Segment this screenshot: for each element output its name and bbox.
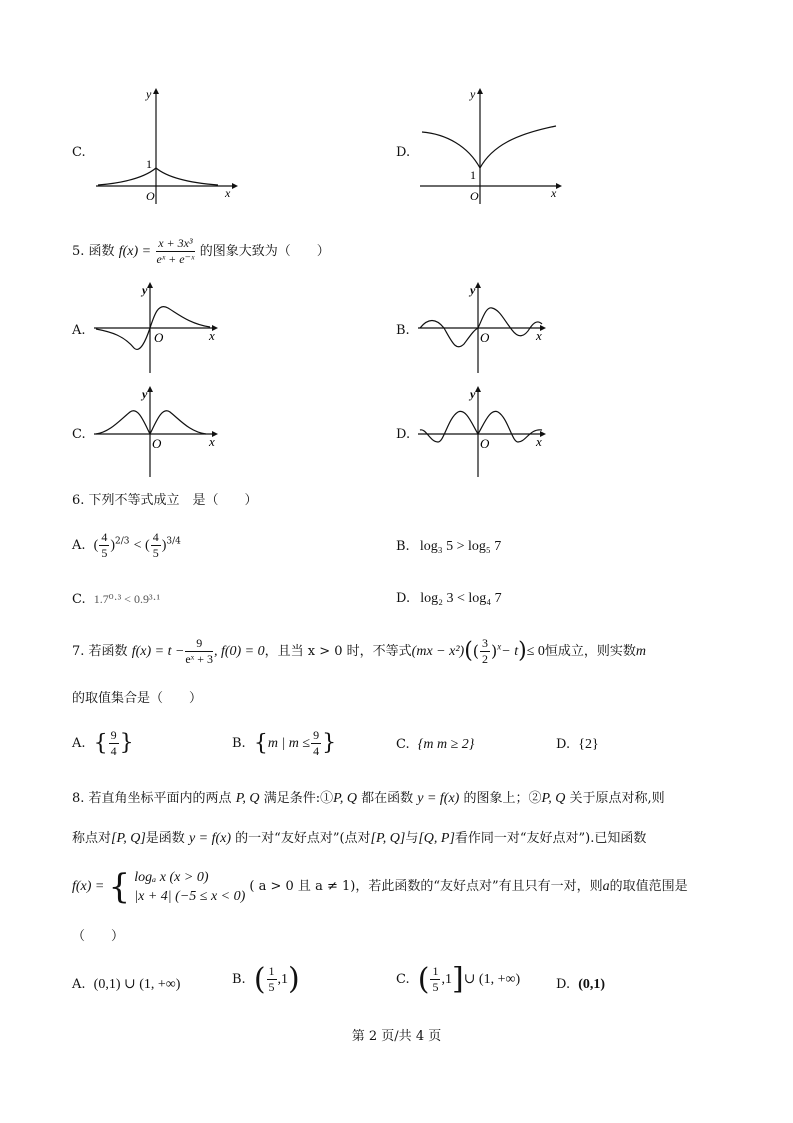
- q8-line1c: 都在函数: [361, 791, 414, 806]
- q6-stem: 6. 下列不等式成立 是（ ）: [72, 493, 258, 508]
- q7-func: f(x) = t −: [131, 644, 185, 659]
- q6-a-frac2: [151, 530, 161, 561]
- q7-a-num: 9: [110, 728, 117, 742]
- q5-option-c-label: C.: [72, 427, 86, 442]
- q8-a-text: (0,1) ∪ (1, +∞): [93, 977, 181, 992]
- q8-pq-1: P, Q: [235, 791, 260, 806]
- q8-line2e: 看作同一对“友好点对”).已知函数: [454, 831, 647, 846]
- page-footer: 第 2 页/共 4 页: [351, 1029, 442, 1044]
- q7-b-frac: [311, 728, 321, 759]
- q5-number: 5. 函数: [72, 244, 115, 259]
- q7-ineq-exp: x: [497, 641, 502, 652]
- q8-option-c: C. ( $\frac{1}{5}$ ,1]∪ (1, +∞): [396, 961, 521, 997]
- q7-line2: 的取值集合是（ ）: [72, 691, 203, 706]
- q5-func: f(x) =: [118, 244, 152, 259]
- q7-mid: ，且当 x > 0 时，不等式: [264, 644, 412, 659]
- q5-option-c-graph: [92, 384, 222, 479]
- q6-a-frac2-den: 5: [152, 546, 159, 560]
- q5-option-a-label: A.: [72, 323, 86, 338]
- q8-option-d: [556, 976, 605, 994]
- q7-ineq-frac-num: 3: [482, 636, 489, 650]
- q7-b-den: 4: [313, 744, 320, 758]
- q8-c-num: 1: [432, 964, 439, 978]
- q7-d-label: D.: [556, 737, 571, 752]
- q5c-y-label: y: [142, 387, 148, 401]
- q4d-origin-label: O: [470, 189, 479, 203]
- q6-a-frac1-den: 5: [101, 546, 108, 560]
- q8-d-label: D.: [556, 977, 571, 992]
- q7-c-label: C.: [396, 737, 410, 752]
- q7-ineq-t: − t: [501, 644, 519, 659]
- q7-tail: 恒成立，则实数: [544, 644, 636, 659]
- q6-c-text: 1.7⁰·³ < 0.9³·¹: [93, 592, 161, 606]
- q7-c-text: {m m ≥ 2}: [417, 737, 475, 752]
- q5a-x-label: x: [209, 328, 215, 343]
- q8-yfx-1: y = f(x): [417, 791, 460, 806]
- q6-a-label: A.: [72, 538, 86, 553]
- q5-stem: [72, 236, 330, 267]
- q5-option-a-graph: [92, 280, 222, 375]
- q8-cases: [134, 868, 245, 906]
- q8-line2c: 的一对“友好点对”(点对: [235, 831, 371, 846]
- q8-b-rest: ,1: [277, 972, 289, 987]
- q5-denominator: eˣ + e⁻ˣ: [156, 252, 195, 266]
- q6-option-b: [396, 538, 501, 556]
- q7-option-a: A. { $\frac{9}{4}$ }: [72, 728, 134, 758]
- q7-cond: , f(0) = 0: [213, 644, 265, 659]
- q5-numerator: x + 3x³: [158, 236, 193, 250]
- q8-yfx-2: y = f(x): [188, 831, 232, 846]
- q6-b-label: B.: [396, 539, 410, 554]
- q8-line3: f(x) = { logₐ x (x > 0) |x + 4| (−5 ≤ x < 0) ( a > 0 且 a ≠ 1)，若此函数的“友好点对”有且只有一对，则a的取值范围是: [72, 867, 688, 907]
- q8-d-text: (0,1): [578, 977, 606, 992]
- q8-line1e: 关于原点对称,则: [569, 791, 665, 806]
- q4d-one-label: 1: [470, 168, 476, 182]
- q5-option-b-label: B.: [396, 323, 410, 338]
- q8-pq-3: P, Q: [541, 791, 566, 806]
- q8-line2a: 称点对: [72, 831, 112, 846]
- q4d-y-label: y: [470, 87, 476, 101]
- q6-c-label: C.: [72, 592, 86, 607]
- q7-a-frac: [109, 728, 119, 759]
- q5a-origin-label: O: [154, 330, 164, 345]
- q7-stem: 7. 若函数 f(x) = t − $\frac{9}{\text{eˣ + 3}}$ , f(0) = 0，且当 x > 0 时，不等式(mx − x²)(( $\frac{3}{2}$ )$^x$− t)≤ 0恒成立，则实数m: [72, 636, 647, 666]
- q8-pair1-a: [P, Q]: [111, 831, 146, 846]
- q4-option-d-graph: [416, 86, 566, 206]
- q8-tail: 的取值范围是: [609, 879, 688, 894]
- q4-option-c-graph: [92, 86, 242, 206]
- q5c-x-label: x: [209, 434, 215, 449]
- q6-d-text: log₂ 3 < log₄ 7: [420, 591, 502, 606]
- q5b-origin-label: O: [480, 330, 490, 345]
- q6-a-frac1-num: 4: [101, 530, 108, 544]
- q7-a-label: A.: [72, 736, 86, 751]
- q8-pair1-b: [P, Q]: [370, 831, 406, 846]
- q8-c-den: 5: [432, 980, 439, 994]
- q7-option-c: [396, 736, 474, 754]
- q8-a: a: [602, 879, 610, 894]
- q5b-y-label: y: [470, 283, 476, 297]
- q8-b-num: 1: [268, 964, 275, 978]
- q8-b-den: 5: [268, 980, 275, 994]
- q4c-x-label: x: [225, 186, 231, 200]
- q7-b-label: B.: [232, 736, 246, 751]
- q7-option-d: [556, 736, 599, 754]
- q5b-x-label: x: [536, 328, 542, 343]
- q5-tail: 的图象大致为（ ）: [199, 244, 330, 259]
- q8-a-label: A.: [72, 977, 86, 992]
- q8-fx: f(x) =: [72, 879, 105, 894]
- q5-option-d-graph: [416, 384, 551, 479]
- q8-paren: （ ）: [72, 929, 125, 944]
- q5d-x-label: x: [536, 434, 542, 449]
- q8-case1: logₐ x (x > 0): [134, 870, 209, 885]
- q7-var: m: [635, 644, 647, 659]
- q7-ineq-right: ≤ 0: [526, 644, 545, 659]
- q8-b-frac: [267, 964, 277, 995]
- q8-cond: ( a > 0 且 a ≠ 1)，若此函数的“友好点对”有且只有一对，则: [249, 879, 603, 894]
- q7-number: 7. 若函数: [72, 644, 128, 659]
- q8-c-rest: ,1: [441, 972, 452, 987]
- q7-b-text: m | m ≤: [267, 736, 311, 751]
- q6-b-text: log₃ 5 > log₅ 7: [419, 539, 502, 554]
- q4c-y-label: y: [146, 87, 152, 101]
- q8-c-label: C.: [396, 972, 410, 987]
- q7-ineq-frac: [480, 636, 490, 667]
- q6-a-exp2: 3/4: [166, 536, 181, 547]
- q8-line1d: 的图象上；②: [463, 791, 542, 806]
- q4c-origin-label: O: [146, 189, 155, 203]
- q8-b-label: B.: [232, 972, 246, 987]
- q6-a-exp1: 2/3: [115, 536, 130, 547]
- q4-option-d-label: D.: [396, 145, 411, 160]
- q8-line1a: 8. 若直角坐标平面内的两点: [72, 791, 232, 806]
- q4c-one-label: 1: [146, 157, 152, 171]
- q8-c-frac: [430, 964, 440, 995]
- q8-option-b: B. ( $\frac{1}{5}$ ,1): [232, 961, 300, 997]
- q8-line2d: 与: [405, 831, 419, 846]
- q7-frac-den: eˣ + 3: [185, 652, 213, 666]
- q8-line2b: 是函数: [145, 831, 185, 846]
- q7-frac-num: 9: [185, 636, 213, 652]
- q5-option-d-label: D.: [396, 427, 411, 442]
- q6-a-frac2-num: 4: [152, 530, 159, 544]
- q7-b-num: 9: [313, 728, 320, 742]
- q7-frac: [185, 636, 213, 667]
- q5-fraction: [156, 236, 194, 267]
- q5a-y-label: y: [142, 283, 148, 297]
- q8-pair2: [Q, P]: [418, 831, 455, 846]
- q4d-x-label: x: [551, 186, 557, 200]
- q7-ineq-left: (mx − x²): [411, 644, 465, 659]
- q6-option-d: [396, 590, 502, 608]
- q7-option-b: B. {m | m ≤ $\frac{9}{4}$ }: [232, 728, 337, 758]
- q8-c-union: ∪ (1, +∞): [463, 972, 521, 987]
- q6-a-frac1: [99, 530, 109, 561]
- q5d-origin-label: O: [480, 436, 490, 451]
- q8-case2: |x + 4| (−5 ≤ x < 0): [134, 889, 246, 904]
- q8-pq-2: P, Q: [333, 791, 357, 806]
- q7-a-den: 4: [110, 744, 117, 758]
- q8-line1b: 满足条件:①: [263, 791, 334, 806]
- q6-option-c: [72, 590, 160, 609]
- q8-line2: [72, 830, 646, 848]
- q5d-y-label: y: [470, 387, 476, 401]
- q8-line1: [72, 790, 665, 808]
- q7-d-text: {2}: [578, 737, 599, 752]
- q5-option-b-graph: [416, 280, 551, 375]
- q4-option-c-label: C.: [72, 145, 86, 160]
- q7-ineq-frac-den: 2: [482, 652, 489, 666]
- q8-option-a: [72, 976, 180, 994]
- q6-option-a: A. ( $\frac{4}{5}$ )$^{2/3}$ < ( $\frac{4}{5}$ )$^{3/4}$: [72, 530, 181, 560]
- q5c-origin-label: O: [152, 436, 162, 451]
- q6-d-label: D.: [396, 591, 411, 606]
